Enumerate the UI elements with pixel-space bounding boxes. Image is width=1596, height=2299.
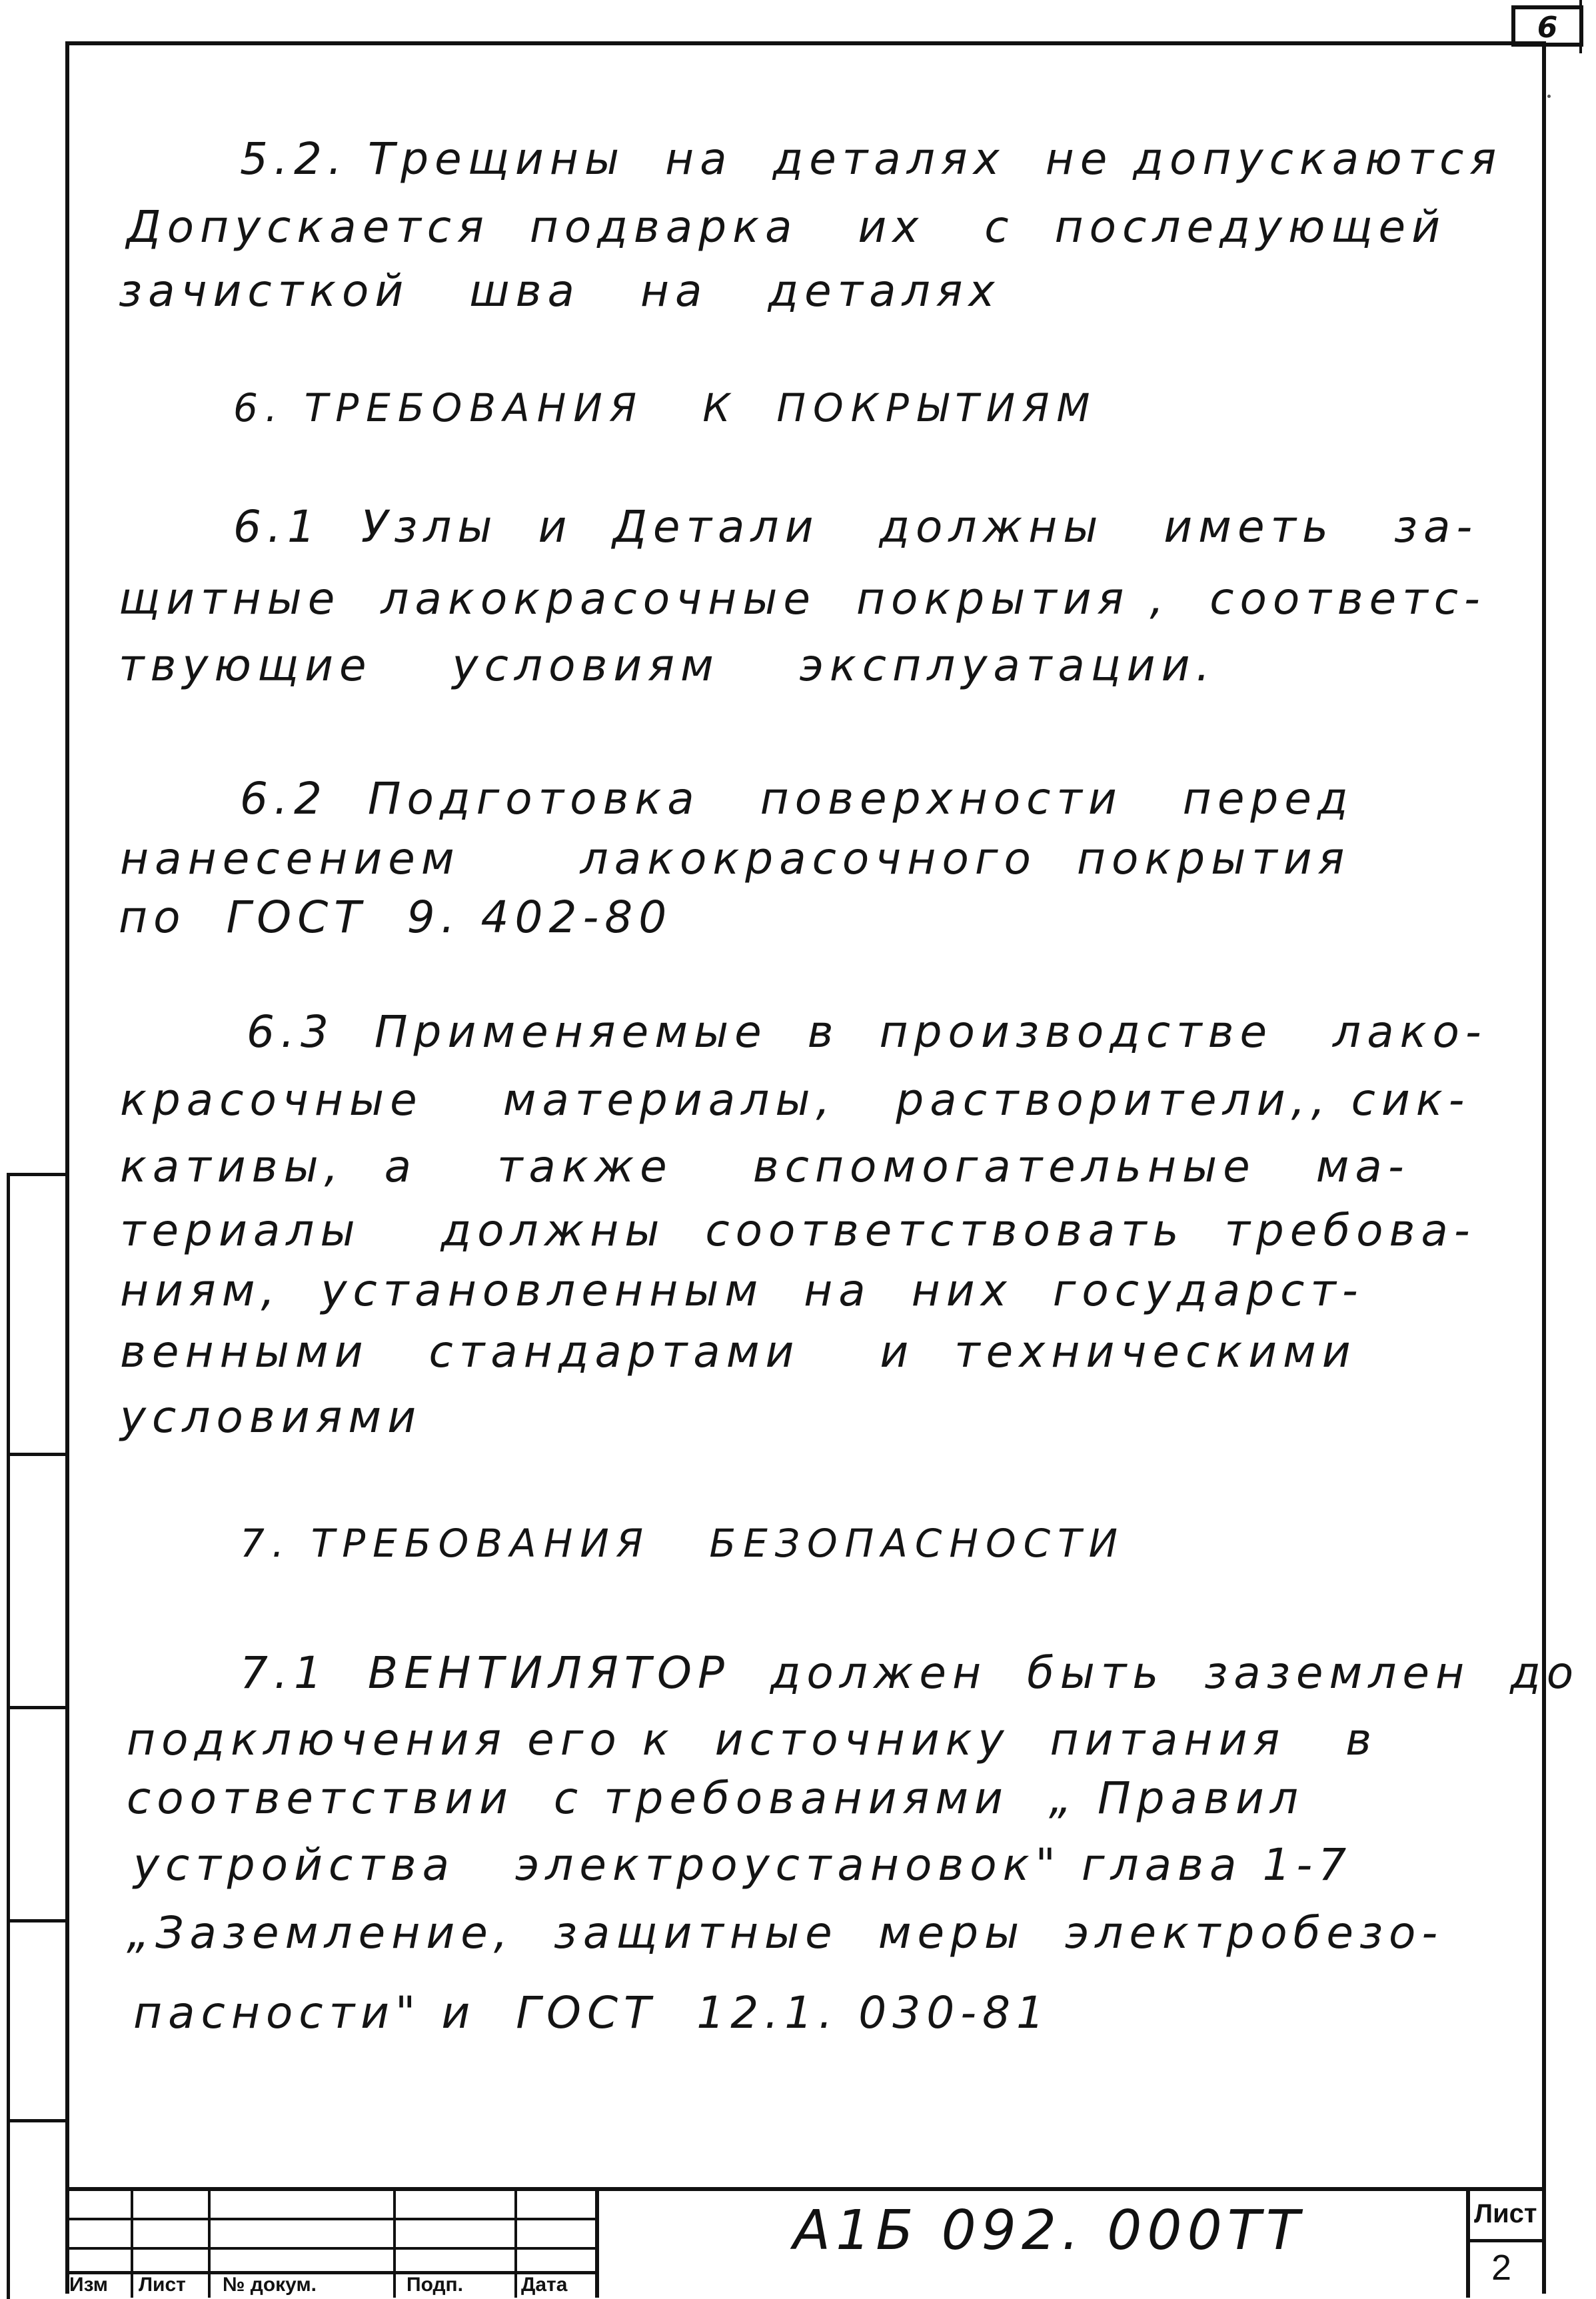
title-block-col-doc: № докум. [223, 2274, 317, 2296]
clause-6-3-line-5: ниям, установленным на них государст- [120, 1265, 1364, 1316]
clause-6-1-line-3: твующие условиям эксплуатации. [119, 640, 1216, 691]
clause-5-2-line-2: Допускается подварка их с последующей [127, 201, 1447, 253]
clause-7-1-line-1: 7.1 ВЕНТИЛЯТОР должен быть заземлен до [240, 1647, 1580, 1699]
title-block-col-sign: Подп. [406, 2274, 463, 2296]
section-6-heading: 6. ТРЕБОВАНИЯ К ПОКРЫТИЯМ [233, 385, 1098, 430]
clause-6-3-line-1: 6.3 Применяемые в производстве лако- [247, 1006, 1487, 1058]
clause-6-2-line-1: 6.2 Подготовка поверхности перед [240, 773, 1354, 824]
sheet-cell-divider [1466, 2187, 1470, 2298]
binding-strip-divider [7, 2119, 68, 2122]
title-block-col-list: Лист [139, 2274, 186, 2296]
binding-strip-divider [7, 1453, 68, 1456]
clause-7-1-line-4: устройства электроустановок" глава 1-7 [133, 1839, 1353, 1891]
clause-6-3-line-6: венными стандартами и техническими [120, 1326, 1357, 1377]
title-block-col-date: Дата [521, 2274, 568, 2296]
sheet-corner-number: 6 [1537, 11, 1558, 45]
clause-5-2-line-1: 5.2. Трещины на деталях не допускаются [240, 133, 1503, 185]
scan-speck [1547, 95, 1551, 98]
clause-7-1-line-3: соответствии с требованиями „ Правил [127, 1773, 1304, 1824]
title-block-col-divider [131, 2187, 133, 2298]
frame-edge-tick [1579, 0, 1582, 53]
clause-6-1-line-2: щитные лакокрасочные покрытия , соответс- [119, 573, 1486, 624]
section-7-heading: 7. ТРЕБОВАНИЯ БЕЗОПАСНОСТИ [240, 1521, 1125, 1566]
clause-6-2-line-2: нанесением лакокрасочного покрытия [120, 833, 1351, 884]
clause-5-2-line-3: зачисткой шва на деталях [119, 265, 1001, 317]
title-block-top-border [65, 2187, 1546, 2191]
clause-6-3-line-2: красочные материалы, растворители,, сик- [120, 1074, 1471, 1126]
binding-strip-divider [7, 1919, 68, 1922]
clause-6-1-line-1: 6.1 Узлы и Детали должны иметь за- [233, 501, 1479, 552]
clause-7-1-line-5: „Заземление, защитные меры электробезо- [127, 1907, 1444, 1958]
title-block-col-divider [208, 2187, 211, 2298]
title-block-col-divider [393, 2187, 396, 2298]
sheet-number: 2 [1491, 2248, 1512, 2288]
title-block-col-divider [595, 2187, 599, 2298]
clause-6-3-line-4: териалы должны соответствовать требова- [120, 1205, 1476, 1256]
title-block-rule [65, 2218, 597, 2220]
title-block-col-izm: Изм [69, 2274, 108, 2296]
sheet-corner-box [1511, 5, 1583, 47]
clause-6-3-line-7: условиями [120, 1391, 422, 1443]
title-block-col-divider [514, 2187, 517, 2298]
clause-6-2-line-3: по ГОСТ 9. 402-80 [119, 892, 673, 943]
binding-strip-divider [7, 1706, 68, 1709]
binding-strip-line [7, 1173, 10, 2299]
clause-6-3-line-3: кативы, а также вспомогательные ма- [120, 1141, 1410, 1192]
title-block-rule [65, 2247, 597, 2250]
clause-7-1-line-2: подключения его к источнику питания в [127, 1714, 1378, 1765]
sheet-cell-rule [1466, 2239, 1546, 2242]
document-code: А1Б 092. 000ТТ [793, 2199, 1305, 2262]
binding-strip-divider [7, 1173, 68, 1176]
sheet-label: Лист [1474, 2199, 1537, 2228]
clause-7-1-line-6: пасности" и ГОСТ 12.1. 030-81 [133, 1987, 1050, 2038]
